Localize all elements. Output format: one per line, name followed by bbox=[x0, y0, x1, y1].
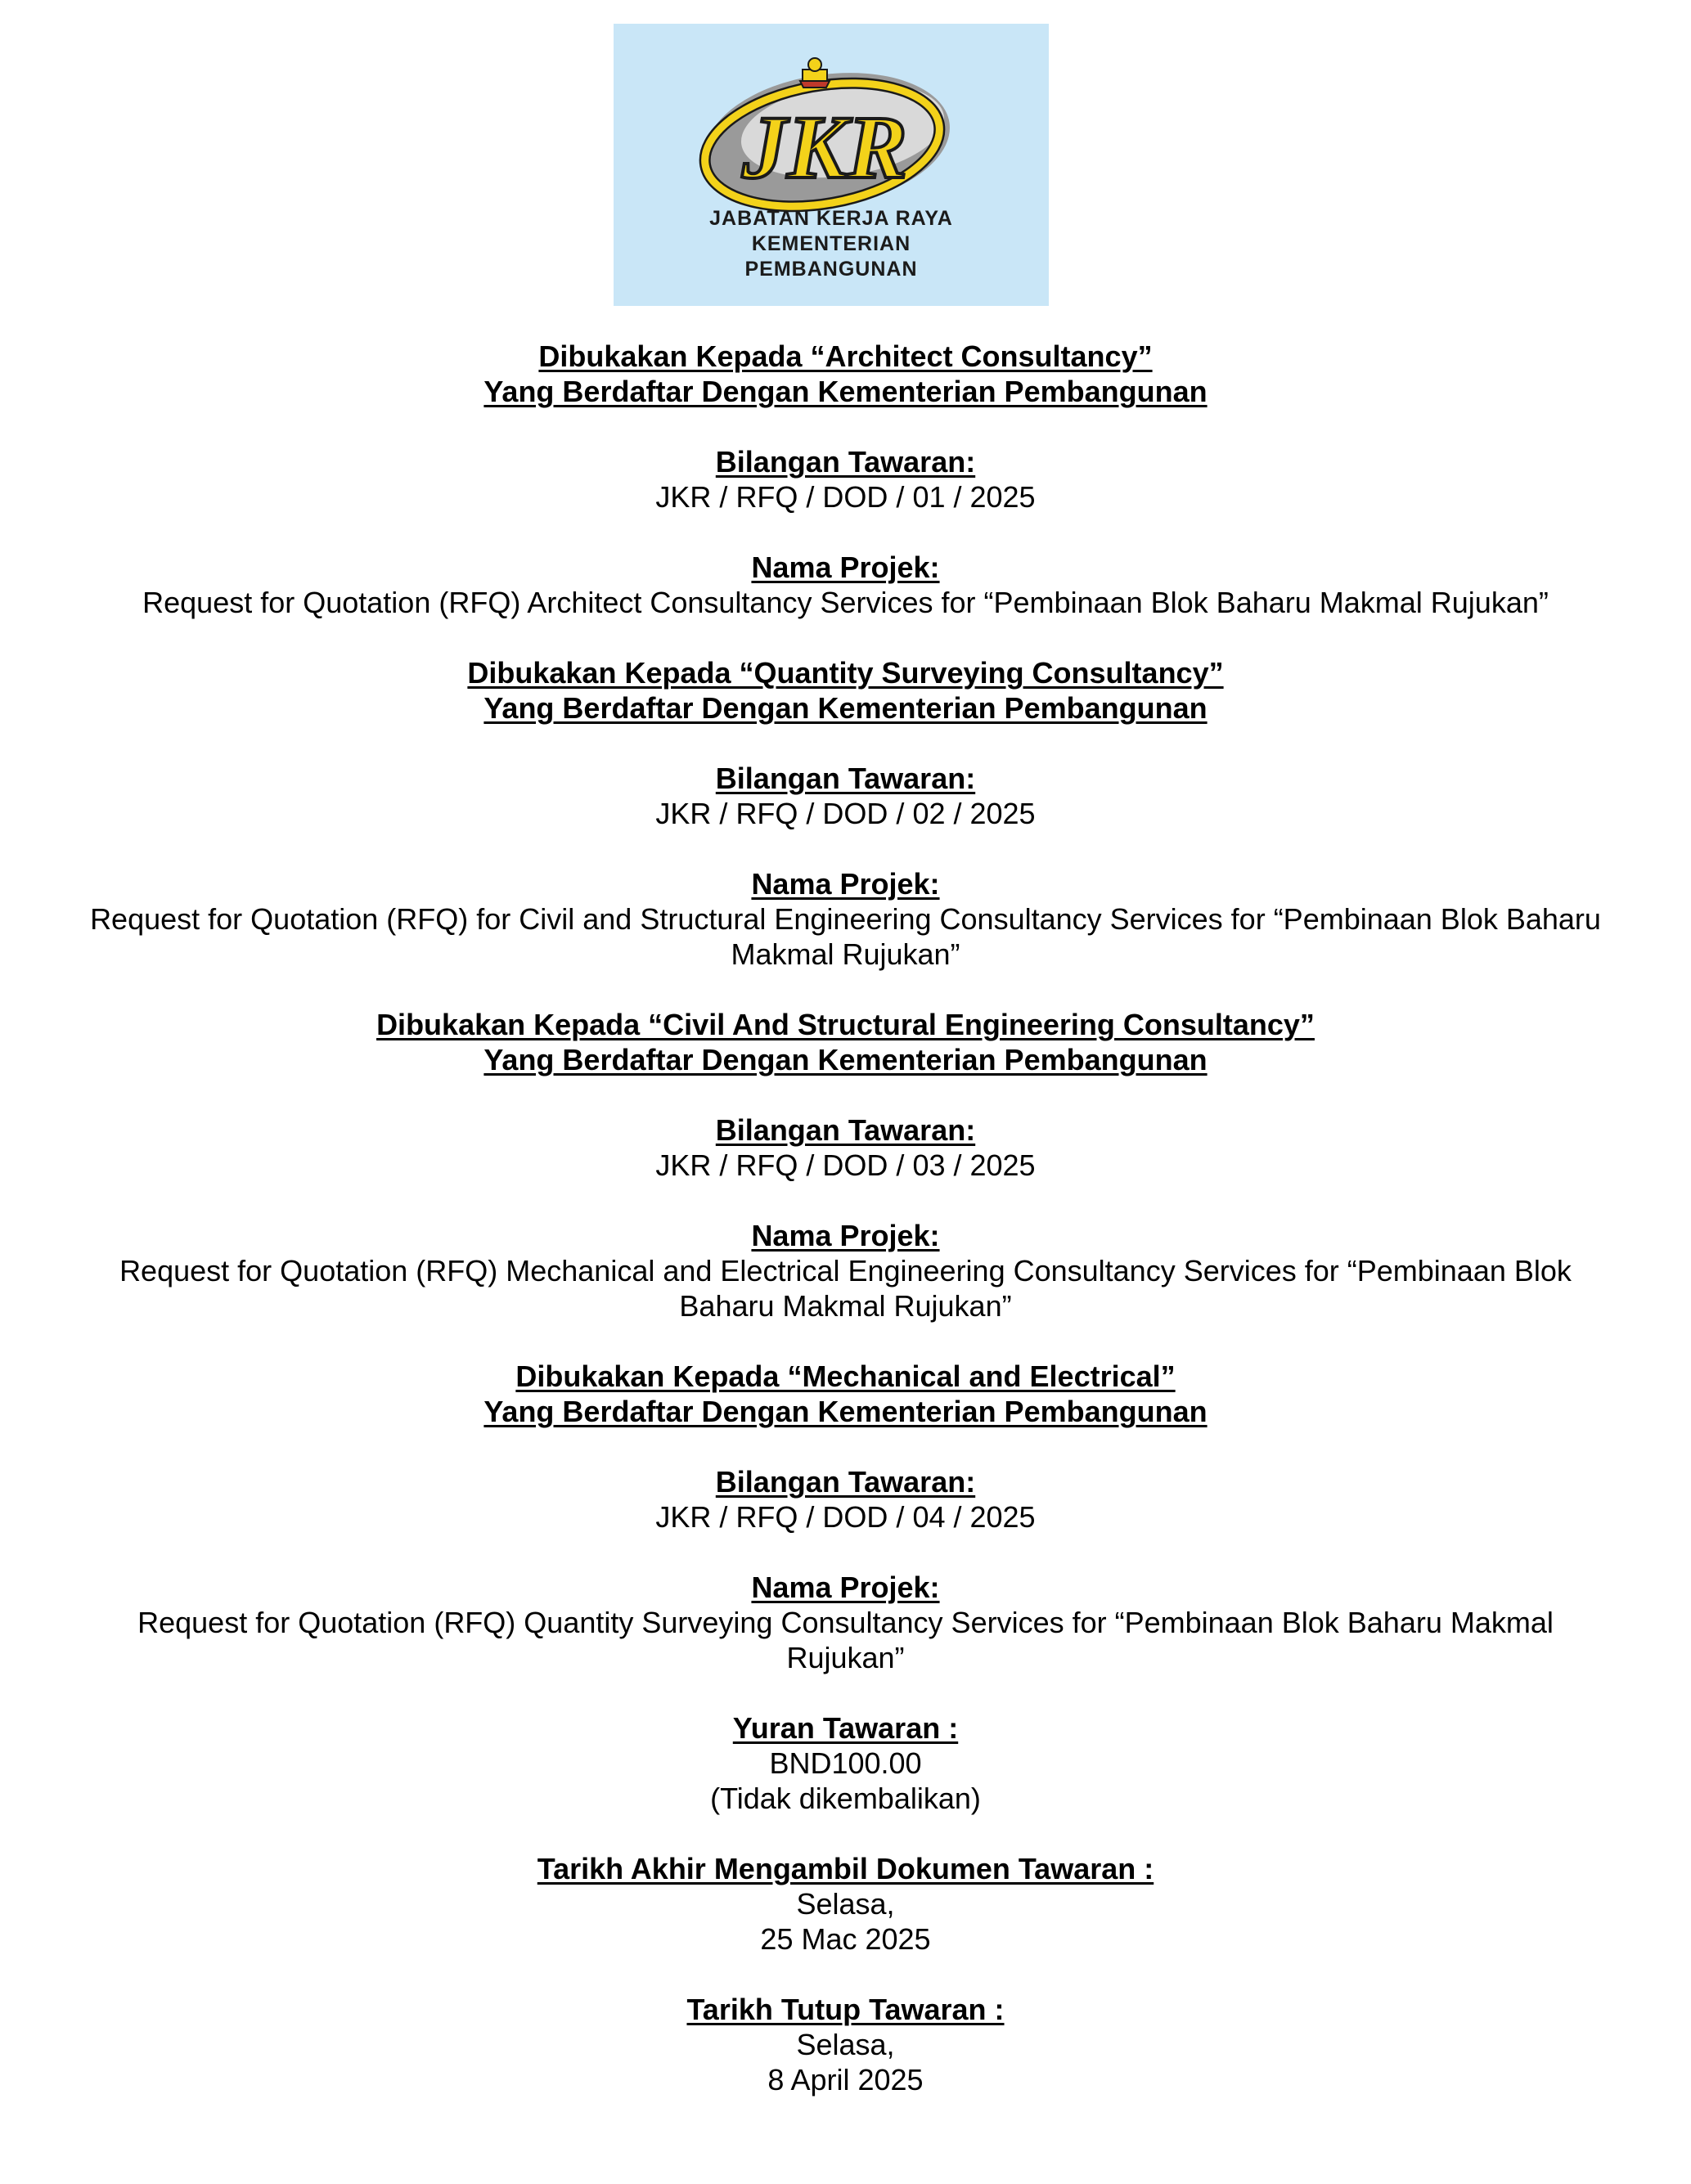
open-to-heading: Dibukakan Kepada “Quantity Surveying Consultancy” bbox=[467, 656, 1224, 690]
tender-number-label: Bilangan Tawaran: bbox=[715, 445, 976, 479]
document-deadline-date: 25 Mac 2025 bbox=[760, 1922, 931, 1956]
registered-with-heading: Yang Berdaftar Dengan Kementerian Pembangunan bbox=[483, 1043, 1208, 1076]
tender-section-3 bbox=[0, 1007, 1691, 1323]
tender-number: JKR / RFQ / DOD / 03 / 2025 bbox=[655, 1148, 1036, 1182]
tender-number: JKR / RFQ / DOD / 02 / 2025 bbox=[655, 797, 1036, 830]
tender-number-block bbox=[0, 1112, 1691, 1183]
logo-line-2: KEMENTERIAN bbox=[751, 232, 911, 255]
tender-number-block bbox=[0, 1464, 1691, 1535]
project-name: Request for Quotation (RFQ) Architect Consultancy Services for “Pembinaan Blok Baharu Makmal Rujukan” bbox=[142, 586, 1549, 619]
tender-number: JKR / RFQ / DOD / 04 / 2025 bbox=[655, 1500, 1036, 1534]
closing-day: Selasa, bbox=[796, 2028, 895, 2061]
logo-monogram: JKR bbox=[742, 97, 907, 197]
registered-with-heading: Yang Berdaftar Dengan Kementerian Pembangunan bbox=[483, 375, 1208, 408]
project-label: Nama Projek: bbox=[751, 550, 940, 584]
open-to-heading: Dibukakan Kepada “Mechanical and Electrical” bbox=[515, 1359, 1176, 1393]
tender-notice bbox=[0, 339, 1691, 2132]
document-deadline-day: Selasa, bbox=[796, 1887, 895, 1921]
project-name: Request for Quotation (RFQ) Quantity Surveying Consultancy Services for “Pembinaan Blok Baharu Makmal Rujukan” bbox=[137, 1606, 1554, 1674]
open-to-block bbox=[0, 655, 1691, 726]
open-to-block bbox=[0, 339, 1691, 409]
registered-with-heading: Yang Berdaftar Dengan Kementerian Pembangunan bbox=[483, 1395, 1208, 1428]
fee-note: (Tidak dikembalikan) bbox=[710, 1782, 981, 1815]
project-block bbox=[0, 1218, 1691, 1323]
document-deadline-block bbox=[0, 1851, 1691, 1957]
tender-number-label: Bilangan Tawaran: bbox=[715, 762, 976, 795]
open-to-block bbox=[0, 1359, 1691, 1429]
tender-section-1 bbox=[0, 339, 1691, 620]
tender-number-block bbox=[0, 444, 1691, 515]
fee-block bbox=[0, 1710, 1691, 1816]
document-deadline-label: Tarikh Akhir Mengambil Dokumen Tawaran : bbox=[537, 1852, 1154, 1885]
project-block bbox=[0, 1570, 1691, 1675]
tender-number: JKR / RFQ / DOD / 01 / 2025 bbox=[655, 480, 1036, 514]
open-to-heading: Dibukakan Kepada “Civil And Structural Engineering Consultancy” bbox=[376, 1008, 1315, 1041]
fee-label: Yuran Tawaran : bbox=[732, 1711, 959, 1745]
closing-date-block bbox=[0, 1992, 1691, 2097]
jkr-logo bbox=[614, 24, 1049, 306]
logo-line-3: PEMBANGUNAN bbox=[744, 258, 918, 281]
project-block bbox=[0, 866, 1691, 972]
crown-icon bbox=[800, 58, 830, 88]
fee-amount: BND100.00 bbox=[769, 1746, 922, 1780]
tender-number-label: Bilangan Tawaran: bbox=[715, 1113, 976, 1147]
project-label: Nama Projek: bbox=[751, 867, 940, 901]
project-block bbox=[0, 550, 1691, 620]
closing-date: 8 April 2025 bbox=[767, 2063, 924, 2096]
project-name: Request for Quotation (RFQ) Mechanical and Electrical Engineering Consultancy Services for “Pembinaan Blok Baharu Makmal Rujukan” bbox=[119, 1254, 1572, 1323]
tender-section-2 bbox=[0, 655, 1691, 972]
registered-with-heading: Yang Berdaftar Dengan Kementerian Pembangunan bbox=[483, 691, 1208, 725]
tender-number-label: Bilangan Tawaran: bbox=[715, 1465, 976, 1499]
logo-line-1: JABATAN KERJA RAYA bbox=[709, 207, 953, 230]
tender-section-4 bbox=[0, 1359, 1691, 1675]
closing-date-label: Tarikh Tutup Tawaran : bbox=[686, 1993, 1005, 2026]
tender-number-block bbox=[0, 761, 1691, 831]
project-name: Request for Quotation (RFQ) for Civil and Structural Engineering Consultancy Services for “Pembinaan Blok Baharu Makmal Rujukan” bbox=[90, 902, 1601, 971]
open-to-heading: Dibukakan Kepada “Architect Consultancy” bbox=[538, 339, 1153, 373]
project-label: Nama Projek: bbox=[751, 1571, 940, 1604]
open-to-block bbox=[0, 1007, 1691, 1077]
project-label: Nama Projek: bbox=[751, 1219, 940, 1252]
